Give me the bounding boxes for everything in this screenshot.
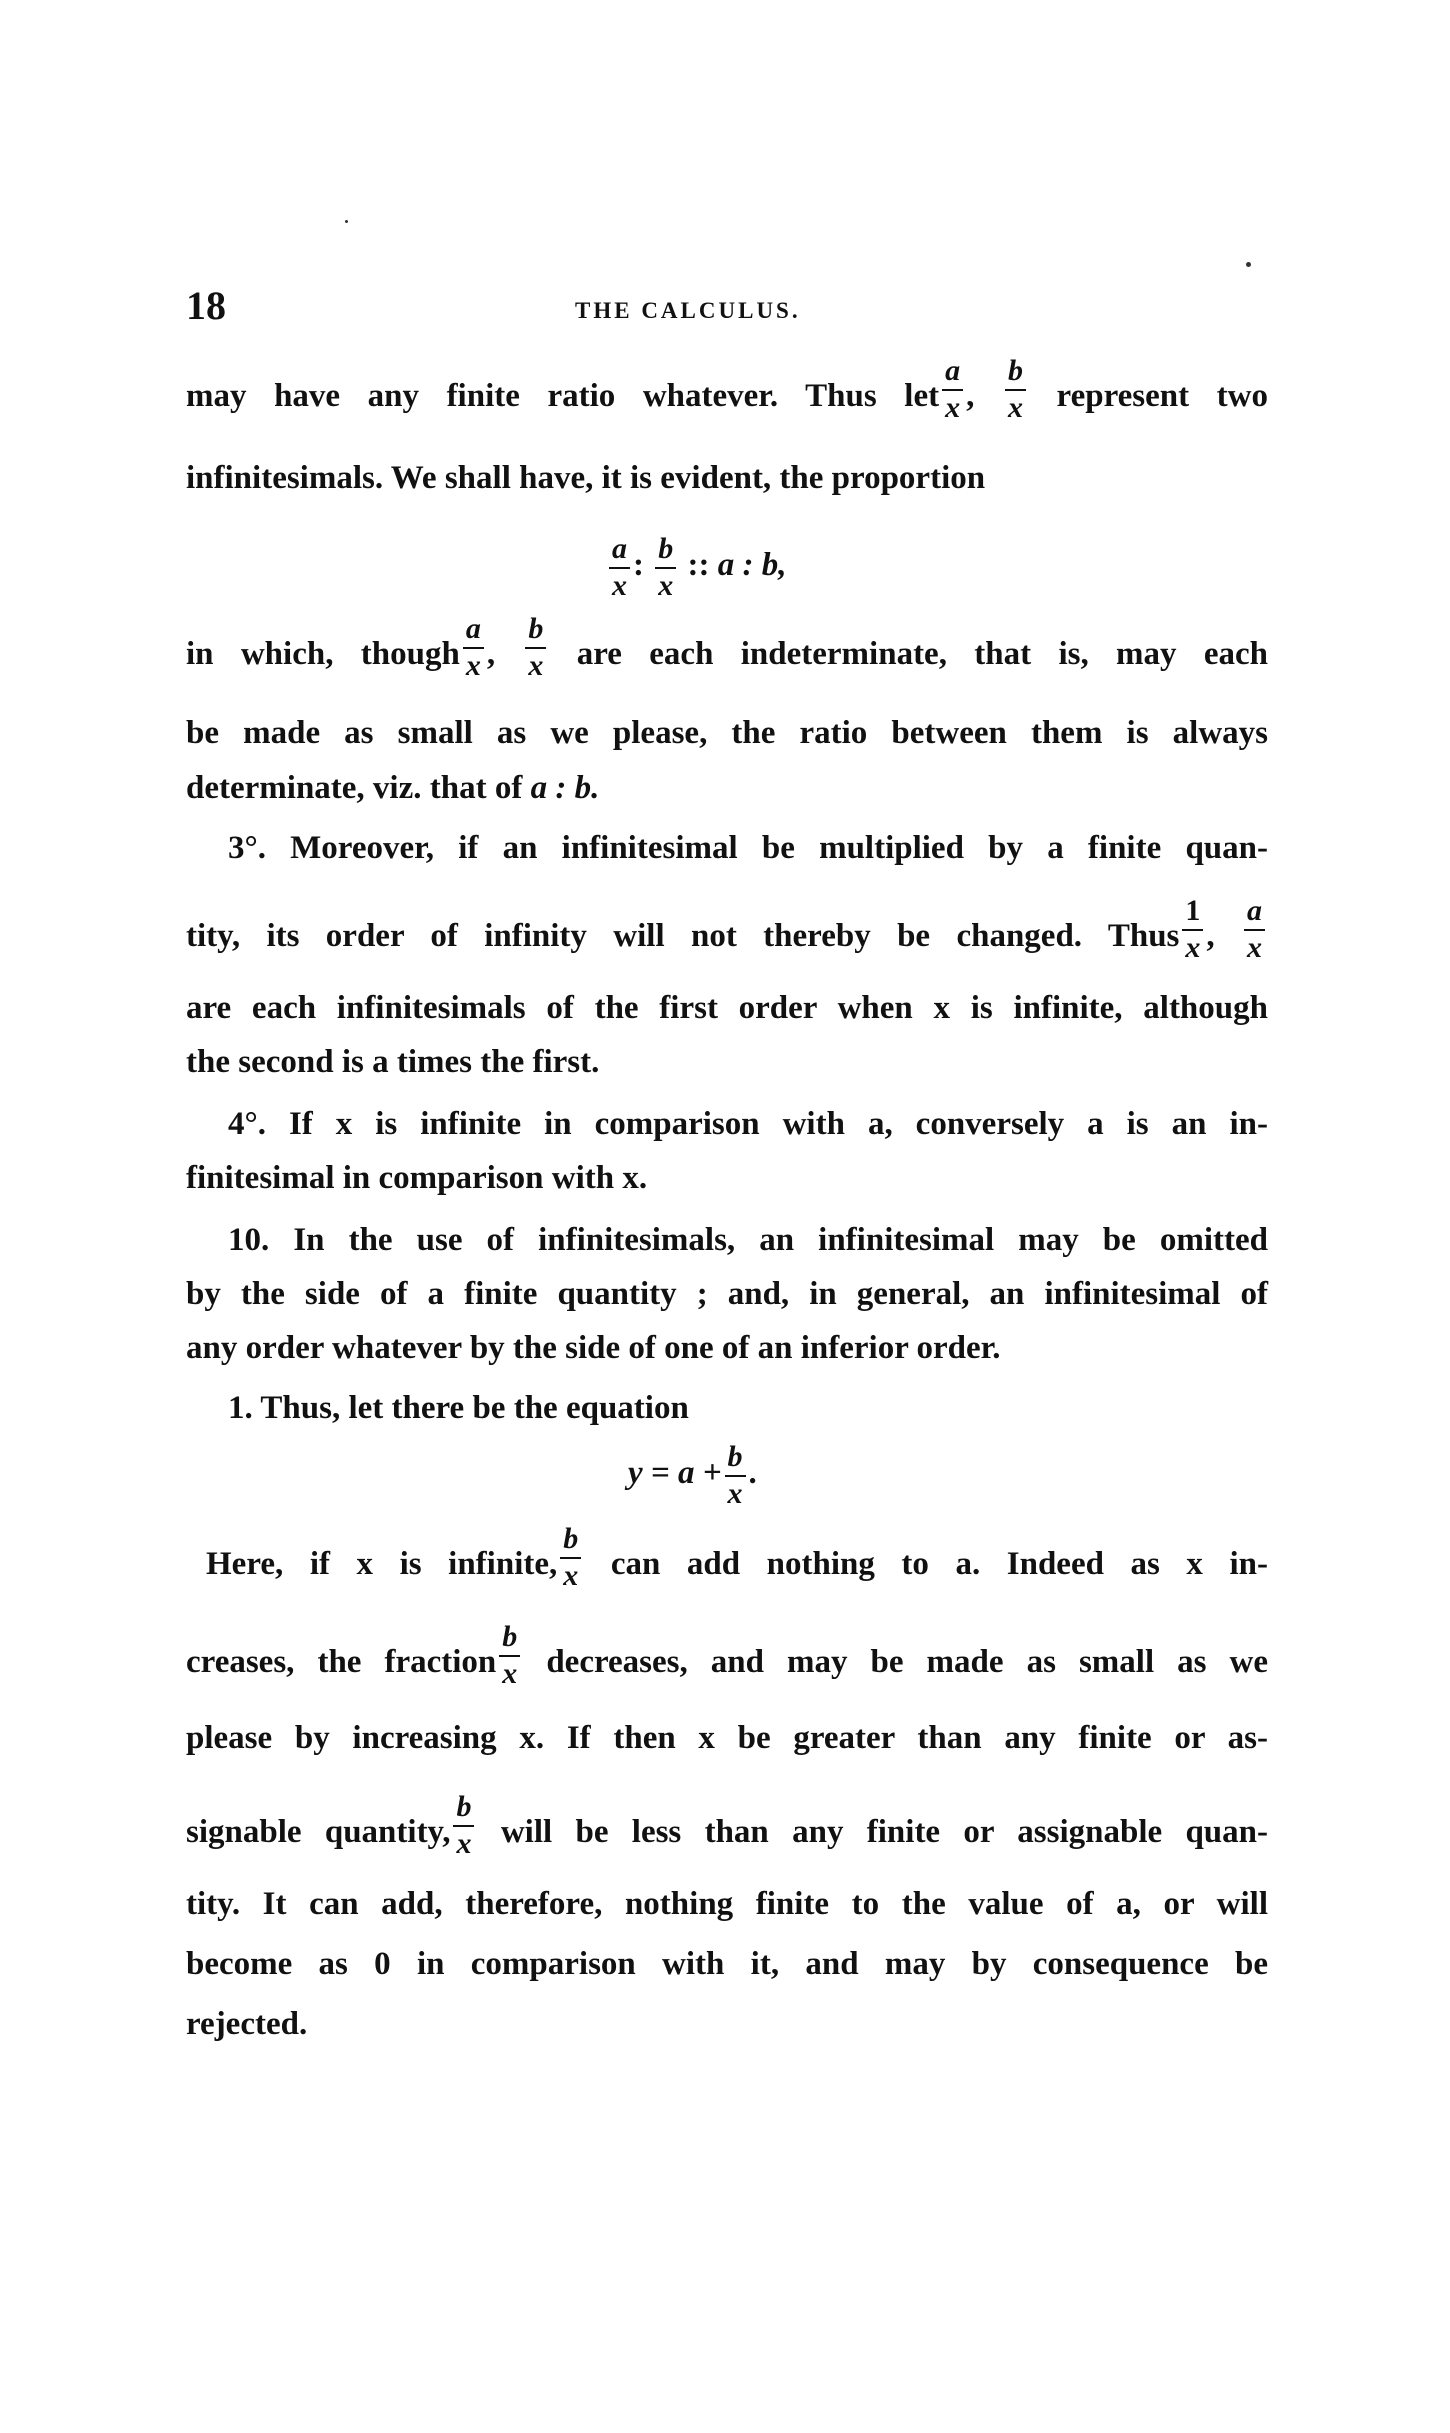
speck-mark	[345, 220, 348, 223]
text-span: creases, the fraction	[186, 1644, 497, 1681]
text-line: 4°. If x is infinite in comparison with a, conversely a is an in-	[228, 1106, 1268, 1142]
text-line: may have any finite ratio whatever. Thus let $\frac{a}{x}$ , $\frac{b}{x}$ represent two	[186, 354, 1269, 424]
equation-y: y = a + $\frac{b}{x}$ .	[628, 1440, 757, 1510]
math-text: y = a +	[628, 1455, 722, 1492]
frac-den: x	[727, 1476, 743, 1510]
frac-num: a	[463, 612, 484, 649]
speck-mark	[1246, 262, 1251, 267]
fraction	[942, 354, 963, 425]
frac-den: x	[658, 568, 674, 602]
operator: ::	[687, 547, 710, 584]
text-line: are each infinitesimals of the first order when x is infinite, although	[186, 990, 1268, 1026]
text-line: 1. Thus, let there be the equation	[228, 1390, 689, 1426]
page-header	[0, 282, 1450, 342]
text-line: rejected.	[186, 2006, 308, 2042]
text-line	[186, 772, 1268, 805]
frac-num: b	[525, 612, 546, 649]
fraction	[655, 532, 676, 603]
frac-num: a	[1244, 894, 1265, 931]
page-number: 18	[186, 283, 226, 328]
text-line: infinitesimals. We shall have, it is evident, the proportion	[186, 460, 986, 496]
frac-den: x	[945, 390, 961, 424]
frac-num: b	[499, 1620, 520, 1657]
math-text: a : b.	[530, 770, 600, 806]
frac-num: b	[453, 1790, 474, 1827]
frac-den: x	[1007, 390, 1023, 424]
text-span: are each indeterminate, that is, may each	[576, 636, 1268, 673]
equation-proportion: $\frac{a}{x}$ : $\frac{b}{x}$ :: a : b,	[606, 532, 786, 603]
frac-den: x	[563, 1558, 579, 1592]
text-line: finitesimal in comparison with x.	[186, 1160, 648, 1196]
fraction	[1005, 354, 1026, 425]
frac-den: x	[465, 648, 481, 682]
frac-den: x	[456, 1826, 472, 1860]
text-span: in which, though	[186, 636, 460, 673]
frac-num: b	[655, 532, 676, 569]
fraction	[463, 612, 484, 683]
text-line: please by increasing x. If then x be greater than any finite or as-	[186, 1720, 1268, 1756]
fraction	[1182, 894, 1203, 965]
frac-den: x	[612, 568, 627, 602]
frac-num: b	[560, 1522, 581, 1559]
frac-den: x	[1185, 930, 1201, 964]
text-span: can add nothing to a. Indeed as x in-	[610, 1546, 1268, 1583]
fraction	[1244, 894, 1265, 965]
text-span: Thus	[1107, 918, 1180, 955]
frac-num: 1	[1182, 894, 1203, 931]
fraction	[525, 612, 546, 683]
text-line	[206, 1522, 1268, 1593]
running-title: THE CALCULUS.	[575, 298, 801, 323]
frac-num: a	[942, 354, 963, 391]
text-line	[186, 1790, 1268, 1861]
frac-num: b	[725, 1440, 746, 1477]
text-span: Here, if x is infinite,	[206, 1546, 558, 1583]
text-line: the second is a times the first.	[186, 1044, 600, 1080]
fraction	[560, 1522, 581, 1593]
text-span: decreases, and may be made as small as we	[546, 1644, 1268, 1681]
frac-den: x	[1247, 930, 1263, 964]
text-line	[186, 1620, 1268, 1691]
text-line: 3°. Moreover, if an infinitesimal be multiplied by a finite quan-	[228, 830, 1268, 866]
text-line: 10. In the use of infinitesimals, an infinitesimal may be omitted	[228, 1222, 1268, 1258]
fraction	[609, 532, 630, 603]
text-span: determinate, viz. that of	[186, 770, 523, 806]
text-span: may have any finite ratio whatever.	[186, 378, 779, 415]
text-span: tity, its order of infinity will not thereby be changed.	[186, 918, 1083, 955]
text-line: be made as small as we please, the ratio between them is always	[186, 715, 1268, 751]
frac-num: b	[1005, 354, 1026, 391]
fraction	[725, 1440, 746, 1511]
text-line: tity, its order of infinity will not thereby be changed. Thus $\frac{1}{x}$ , $\frac{a}{x}$	[186, 912, 1268, 965]
text-span: signable quantity,	[186, 1814, 451, 1851]
math-text: a : b,	[717, 547, 787, 584]
frac-den: x	[502, 1656, 518, 1690]
text-span: will be less than any finite or assignable quan-	[500, 1814, 1268, 1851]
text-line: by the side of a finite quantity ; and, in general, an infinitesimal of	[186, 1276, 1268, 1312]
text-span: Thus let	[805, 378, 940, 415]
text-line: any order whatever by the side of one of an inferior order.	[186, 1330, 1001, 1366]
fraction	[453, 1790, 474, 1861]
frac-den: x	[528, 648, 544, 682]
text-span: represent two	[1056, 378, 1269, 415]
frac-num: a	[609, 532, 630, 569]
fraction	[499, 1620, 520, 1691]
text-line: become as 0 in comparison with it, and may by consequence be	[186, 1946, 1268, 1982]
text-line: in which, though $\frac{a}{x}$ , $\frac{b}{x}$ are each indeterminate, that is, may each	[186, 612, 1268, 682]
text-line: tity. It can add, therefore, nothing finite to the value of a, or will	[186, 1886, 1268, 1922]
